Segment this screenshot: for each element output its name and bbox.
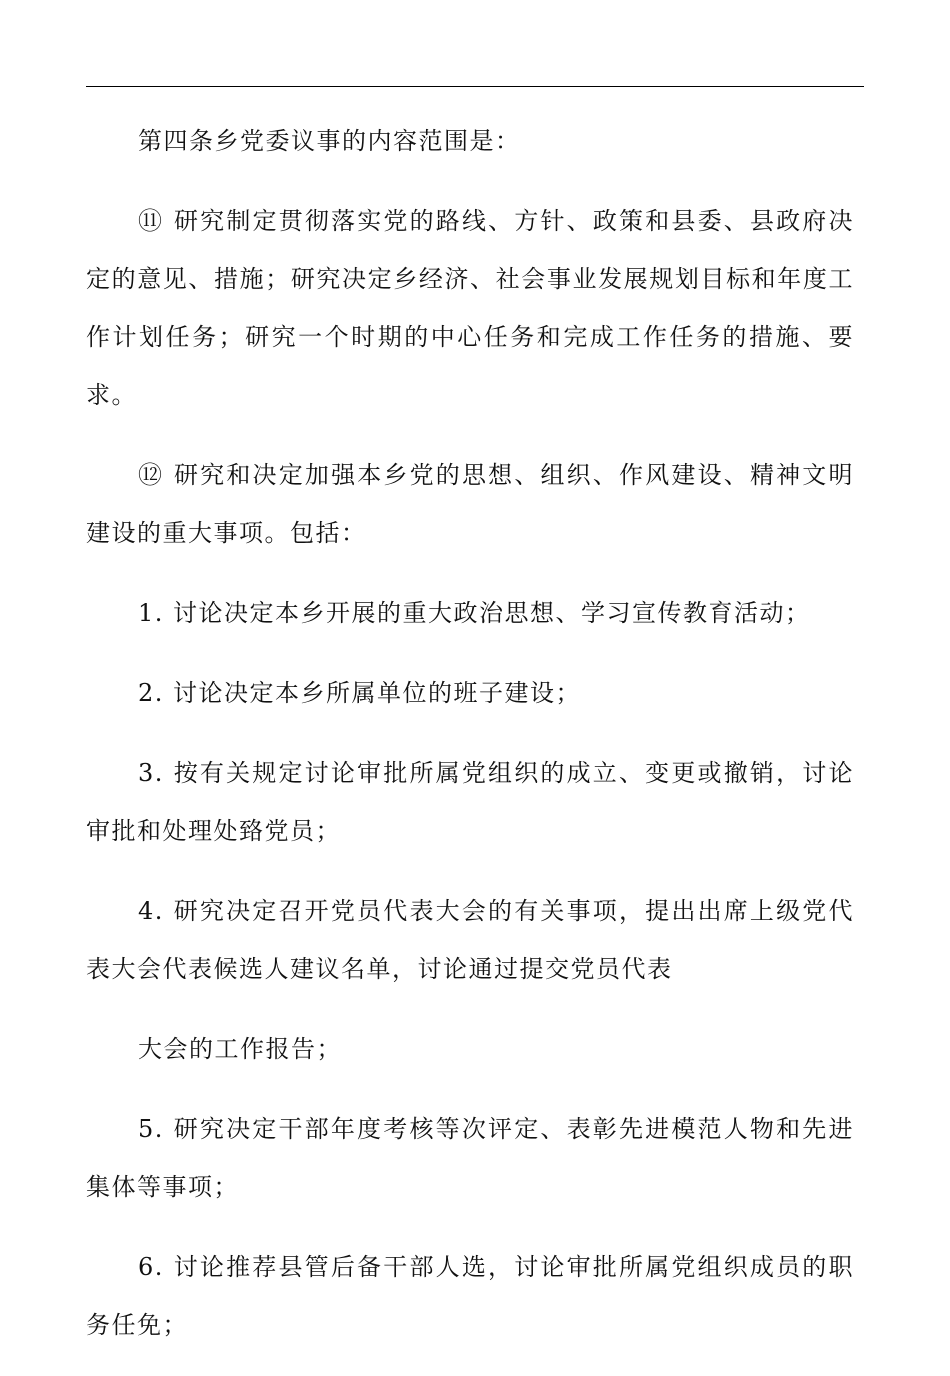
paragraph-article-4: 第四条乡党委议事的内容范围是： [138,127,521,155]
paragraph-sub-4-continued: 大会的工作报告； [138,1035,342,1063]
paragraph-item-12: ⑫ 研究和决定加强本乡党的思想、组织、作风建设、精神文明建设的重大事项。包括： [86,461,854,547]
document-body [86,112,854,1376]
paragraph-sub-3: 3. 按有关规定讨论审批所属党组织的成立、变更或撤销，讨论审批和处理处臵党员； [86,759,854,845]
header-rule [86,86,864,87]
paragraph-sub-6: 6. 讨论推荐县管后备干部人选，讨论审批所属党组织成员的职务任免； [86,1253,854,1339]
paragraph-sub-4: 4. 研究决定召开党员代表大会的有关事项，提出出席上级党代表大会代表候选人建议名单，讨论通过提交党员代表 [86,897,854,983]
paragraph-sub-2: 2. 讨论决定本乡所属单位的班子建设； [138,679,582,707]
paragraph-sub-5: 5. 研究决定干部年度考核等次评定、表彰先进模范人物和先进集体等事项； [86,1115,854,1201]
paragraph-sub-1: 1. 讨论决定本乡开展的重大政治思想、学习宣传教育活动； [138,599,811,627]
paragraph-item-11: ⑪ 研究制定贯彻落实党的路线、方针、政策和县委、县政府决定的意见、措施；研究决定乡经济、社会事业发展规划目标和年度工作计划任务；研究一个时期的中心任务和完成工作任务的措施、要求。 [86,207,854,409]
